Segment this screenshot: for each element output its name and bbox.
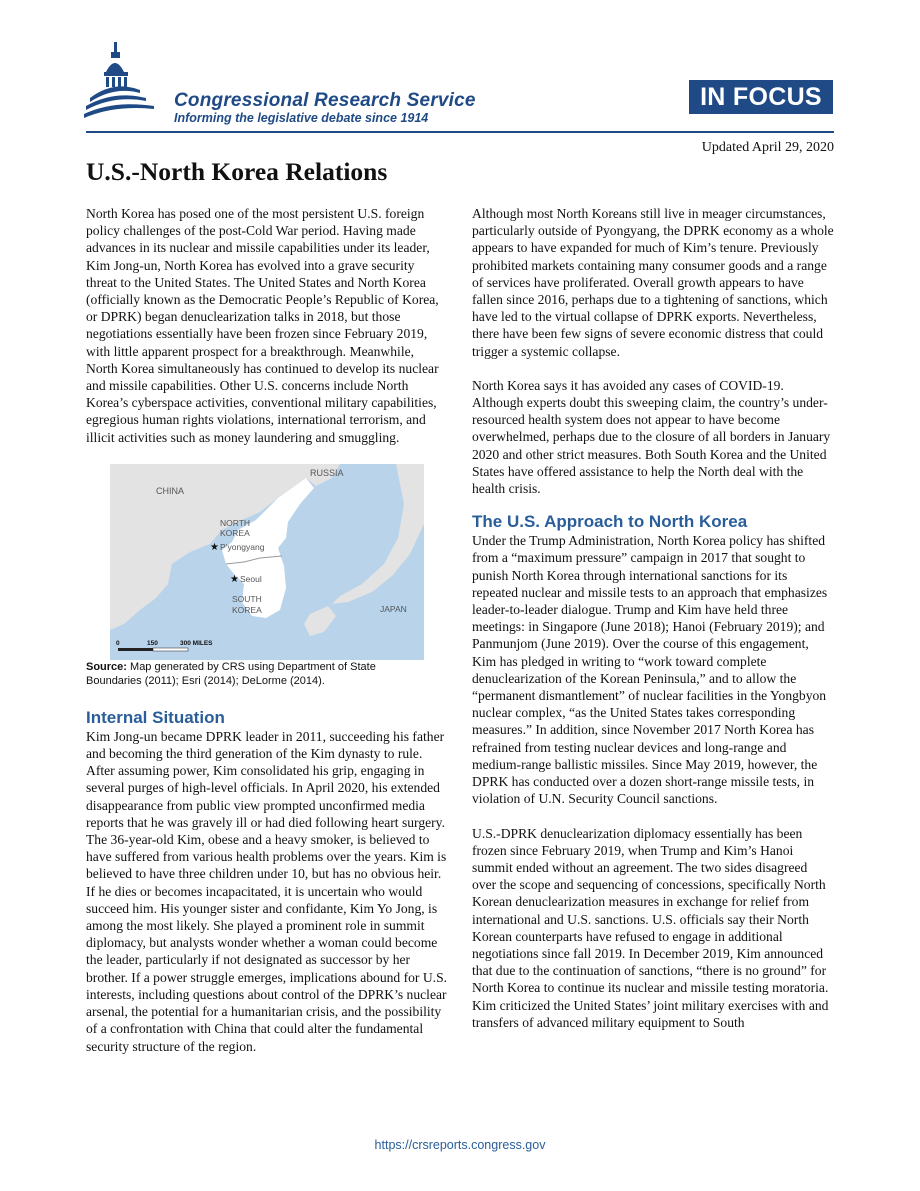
map-label-south-korea-2: KOREA (232, 604, 262, 615)
org-tagline: Informing the legislative debate since 1914 (174, 111, 429, 125)
map-label-south-korea-1: SOUTH (232, 593, 262, 604)
in-focus-badge: IN FOCUS (689, 80, 833, 114)
map-label-north-korea-1: NORTH (220, 517, 251, 528)
caption-text: Map generated by CRS using Department of State Boundaries (2011); Esri (2014); DeLorme (2014). (86, 660, 376, 687)
covid-paragraph: North Korea says it has avoided any cases of COVID-19. Although experts doubt this sweeping claim, the country’s under-resourced health system does not appear to have become overwhelmed, perhaps due to the closure of all borders in January 2020 and other strict measures. Both South Korea and the United States have offered assistance to help the North deal with the health crisis. (472, 377, 831, 497)
intro-paragraph: North Korea has posed one of the most persistent U.S. foreign policy challenges of the post-Cold War period. Having made advances in its nuclear and missile capabilities under its leader, Kim Jong-un, North Korea has evolved into a grave security threat to the United States. The United States and North Korea (officially known as the Democratic People’s Republic of Korea, or DPRK) began denuclearization talks in 2018, but those negotiations essentially have been frozen since February 2019, with little apparent prospect for a breakthrough. Meanwhile, North Korea simultaneously has continued to develop its nuclear and missile capabilities. Other U.S. concerns include North Korea’s cyberspace activities, conventional military capabilities, egregious human rights violations, international terrorism, and illicit activities such as money laundering and smuggling. (86, 206, 439, 445)
section-heading-internal-situation: Internal Situation (86, 707, 225, 727)
capitol-dome-icon (84, 40, 174, 130)
internal-situation-paragraph: Kim Jong-un became DPRK leader in 2011, succeeding his father and becoming the third generation of the Kim dynasty to rule. After assuming power, Kim consolidated his grip, engaging in several purges of high-level officials. In April 2020, his extended disappearance from public view prompted unconfirmed media reports that he was gravely ill or had died following heart surgery. The 36-year-old Kim, obese and a heavy smoker, is believed to have suffered from various health problems over the years. Kim is believed to have three children under 10, but has no obvious heir. If he dies or becomes incapacitated, it is uncertain who would succeed him. His younger sister and confidante, Kim Yo Jong, is among the most likely. She played a prominent role in summit diplomacy, but analysts wonder whether a woman could become the leader, particularly if not designated as successor by her brother. If a power struggle emerges, implications abound for U.S. interests, including questions about control of the DPRK’s nuclear arsenal, the potential for a humanitarian crisis, and the possibility of a confrontation with China that could alter the fundamental security structure of the region. (86, 728, 448, 1054)
scale-bar-segment (153, 648, 188, 651)
header-divider (86, 131, 834, 133)
us-approach-paragraph: Under the Trump Administration, North Korea policy has shifted from a “maximum pressure” campaign in 2017 that sought to punish North Korea through international sanctions for its repeated nuclear and missile tests to an approach that emphasizes leader-to-leader dialogue. Trump and Kim have held three meetings: in Singapore (June 2018); Hanoi (February 2019); and Panmunjom (June 2019). Over the course of this engagement, Kim has pledged in writing to “work toward complete denuclearization of the Korean Peninsula,” and to allow the “permanent dismantlement” of nuclear facilities in the Yongbyon nuclear complex, “as the United States takes corresponding measures.” In addition, since November 2017 North Korea has refrained from testing nuclear devices and long-range and medium-range ballistic missiles. Since May 2019, however, the DPRK has conducted over a dozen short-range missile tests, in violation of U.N. Security Council sanctions. (472, 533, 828, 807)
diplomacy-paragraph: U.S.-DPRK denuclearization diplomacy essentially has been frozen since February 2019, when Trump and Kim’s Hanoi summit ended without an agreement. The two sides disagreed over the scope and sequencing of concessions, specifically North Korean denuclearization measures in exchange for relief from international and U.S. sanctions. U.S. officials say their North Korean counterparts have refused to engage in additional negotiations since fall 2019. In December 2019, Kim announced that due to the continuation of sanctions, “there is no ground” for North Korea to continue its nuclear and missile testing moratoria. Kim criticized the United States’ joint military exercises with and transfers of advanced military equipment to South (472, 825, 829, 1030)
page-title: U.S.-North Korea Relations (86, 157, 388, 186)
org-name: Congressional Research Service (174, 90, 476, 111)
map-label-seoul: Seoul (240, 573, 262, 584)
map-figure (86, 464, 448, 688)
updated-date: Updated April 29, 2020 (701, 140, 834, 155)
left-column (86, 205, 448, 1055)
section-heading-us-approach: The U.S. Approach to North Korea (472, 512, 748, 532)
footer-url[interactable]: https://crsreports.congress.gov (374, 1138, 546, 1152)
map-label-russia: RUSSIA (310, 467, 344, 478)
map-label-japan: JAPAN (380, 603, 407, 614)
economy-paragraph: Although most North Koreans still live in meager circumstances, particularly outside of Pyongyang, the DPRK economy as a whole appears to have expanded for much of Kim’s tenure. Previously prohibited markets containing many consumer goods and a range of services have proliferated. Overall growth appears to have fallen since 2016, perhaps due to a tightening of sanctions, which have led to the virtual collapse of DPRK exports. Nevertheless, there have been few signs of severe economic distress that could trigger a systemic collapse. (472, 206, 834, 359)
scale-label-zero: 0 (116, 639, 120, 647)
korea-map (110, 464, 424, 660)
star-icon: ★ (230, 573, 239, 585)
star-icon: ★ (210, 541, 219, 553)
scale-label-end: 300 MILES (180, 639, 213, 647)
map-label-pyongyang: P’yongyang (220, 541, 265, 552)
map-caption (86, 660, 406, 688)
right-column (472, 205, 834, 1031)
scale-label-mid: 150 (147, 639, 158, 647)
crs-logo (84, 40, 504, 130)
map-label-north-korea-2: KOREA (220, 527, 250, 538)
map-label-china: CHINA (156, 485, 185, 496)
caption-label: Source: (86, 660, 127, 673)
